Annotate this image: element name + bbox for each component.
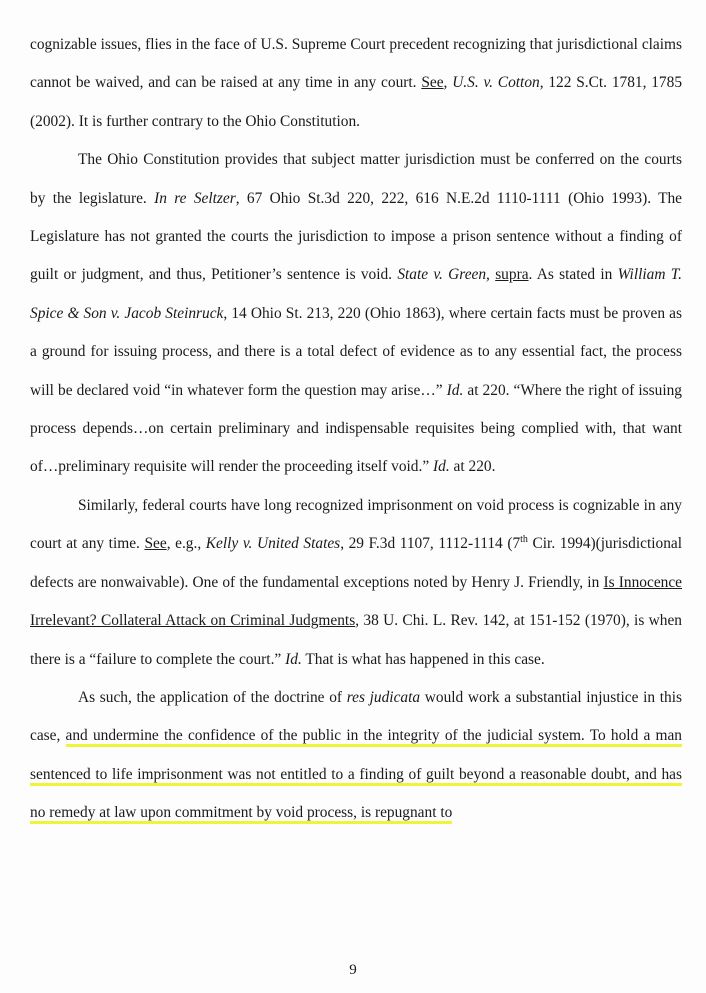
paragraph-1 (30, 26, 682, 141)
latin-term: res judicata (346, 688, 421, 706)
text-run: , 122 S.Ct. 1781, 1785 (2002). It is further contrary to the Ohio Constitution. (30, 74, 683, 130)
text-run: That is what has happened in this case. (301, 650, 545, 668)
text-run: . As stated in (528, 266, 618, 284)
text-run: Similarly, federal courts have long recognized imprisonment on void process is cognizable in any court at any time. (30, 496, 682, 553)
document-body (30, 26, 682, 833)
case-citation: Kelly v. United States (205, 535, 341, 553)
text-run: , 38 U. Chi. L. Rev. 142, at 151-152 (1970), is when there is a “failure to complete the court.” (30, 612, 682, 668)
id-citation: Id. (285, 650, 302, 668)
paragraph-4 (30, 679, 682, 833)
text-run: The Ohio Constitution provides that subject matter jurisdiction must be conferred on the courts by the legislature. (30, 151, 682, 207)
paragraph-3 (30, 487, 682, 679)
highlighted-passage: and undermine the confidence of the public in the integrity of the judicial system. To hold a man sentenced to life imprisonment was not entitled to a finding of guilt beyond a reasonable doubt, and has no remedy at law upon commitment by void process, is repugnant to (30, 727, 682, 824)
text-run: , (443, 74, 453, 92)
text-run: , 67 Ohio St.3d 220, 222, 616 N.E.2d 1110-1111 (Ohio 1993). The Legislature has not granted the courts the jurisdiction to impose a prison sentence without a finding of guilt or judgment, and thus, Petitioner’s sentence is void. (30, 189, 683, 284)
paragraph-2 (30, 141, 682, 487)
case-citation: William T. Spice & Son v. Jacob Steinruck (30, 266, 682, 322)
text-run: , 29 F.3d 1107, 1112-1114 (7 (340, 535, 521, 553)
id-citation: Id. (433, 458, 450, 476)
text-run: , e.g., (166, 535, 206, 553)
case-citation: U.S. v. Cotton (452, 74, 540, 92)
text-run: , 14 Ohio St. 213, 220 (Ohio 1863), where certain facts must be proven as a ground for issuing process, and there is a total defect of evidence as to any essential fact, the process will be declared void “in whatever form the question may arise…” (30, 304, 682, 399)
text-run: Cir. 1994)(jurisdictional defects are nonwaivable). One of the fundamental exceptions noted by Henry J. Friendly, in (30, 535, 683, 591)
text-run: at 220. (449, 458, 496, 476)
signal-supra: supra (495, 266, 529, 284)
id-citation: Id. (446, 381, 464, 399)
case-citation: In re Seltzer (154, 189, 236, 207)
case-citation: State v. Green, (397, 266, 490, 284)
signal-see: See (421, 74, 444, 92)
text-run: cognizable issues, flies in the face of U.S. Supreme Court precedent recognizing that jurisdictional claims cannot be waived, and can be raised at any time in any court. (30, 36, 682, 92)
article-title: Is Innocence Irrelevant? Collateral Attack on Criminal Judgments (30, 573, 683, 630)
text-run: As such, the application of the doctrine of (78, 688, 347, 706)
signal-see: See (144, 535, 167, 553)
ordinal-superscript: th (520, 534, 528, 546)
page-number: 9 (349, 962, 357, 978)
text-run: at 220. “Where the right of issuing process depends…on certain preliminary and indispensable requisites being complied with, that want of…preliminary requisite will render the proceeding itself void.” (30, 381, 683, 476)
text-run: would work a substantial injustice in this case, (30, 688, 683, 745)
